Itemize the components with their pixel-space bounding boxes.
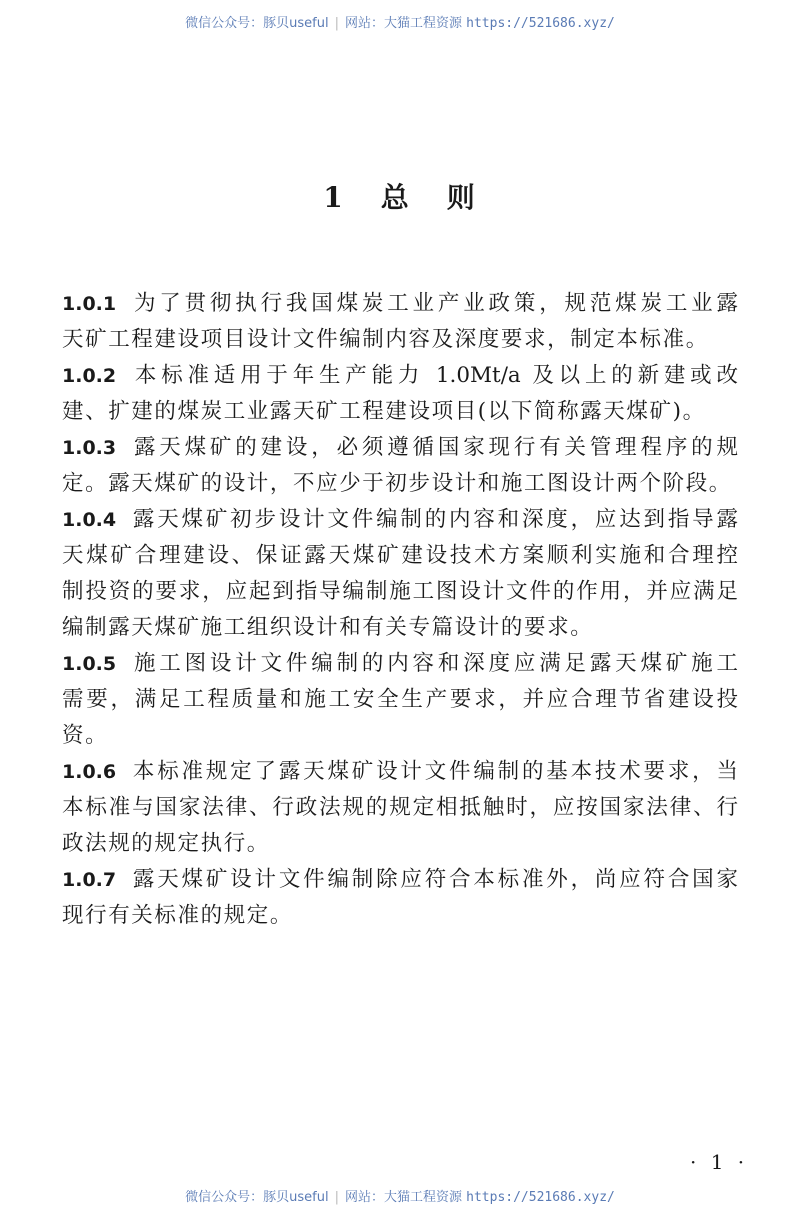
chapter-title-char: 则 xyxy=(446,181,477,214)
clause-line xyxy=(62,754,738,790)
clause-text: 现行有关标准的规定。 xyxy=(62,903,294,928)
clause-line xyxy=(62,322,738,358)
clause-text: 本标准与国家法律、行政法规的规定相抵触时，应按国家法律、行 xyxy=(62,795,738,820)
chapter-number: 1 xyxy=(323,181,345,214)
clause-text: 制投资的要求，应起到指导编制施工图设计文件的作用，并应满足 xyxy=(62,579,738,604)
watermark-site: 网站：大猫工程资源 xyxy=(344,16,462,31)
clause-line xyxy=(62,826,738,862)
clause-text: 露天煤矿设计文件编制除应符合本标准外，尚应符合国家 xyxy=(130,867,738,892)
clause-line xyxy=(62,898,738,934)
clause-text: 露天煤矿的建设，必须遵循国家现行有关管理程序的规 xyxy=(130,435,738,460)
clause-line xyxy=(62,682,738,718)
clause-text: 天煤矿合理建设、保证露天煤矿建设技术方案顺利实施和合理控 xyxy=(62,543,738,568)
clause-text: 需要，满足工程质量和施工安全生产要求，并应合理节省建设投 xyxy=(62,687,738,712)
clause-number: 1.0.5 xyxy=(62,653,117,675)
chapter-title-char: 总 xyxy=(380,181,411,214)
clause-line xyxy=(62,574,738,610)
watermark-url: https://521686.xyz/ xyxy=(466,1190,615,1205)
watermark-bottom: 微信公众号：豚贝useful | 网站：大猫工程资源 https://521686.xyz/ xyxy=(185,1190,615,1205)
clause-text: 定。露天煤矿的设计，不应少于初步设计和施工图设计两个阶段。 xyxy=(62,471,732,496)
clause-line xyxy=(62,538,738,574)
clause-line xyxy=(62,646,738,682)
clause-text: 为了贯彻执行我国煤炭工业产业政策，规范煤炭工业露 xyxy=(130,291,738,316)
page-number: · 1 · xyxy=(690,1150,749,1174)
clause-number: 1.0.4 xyxy=(62,509,117,531)
clause-line xyxy=(62,718,738,754)
clause-text: 天矿工程建设项目设计文件编制内容及深度要求，制定本标准。 xyxy=(62,327,709,352)
clause-text: 本标准适用于年生产能力 1.0Mt/a 及以上的新建或改 xyxy=(130,363,738,388)
clause-line xyxy=(62,394,738,430)
clause-number: 1.0.1 xyxy=(62,293,117,315)
document-body xyxy=(62,286,738,934)
clause-number: 1.0.6 xyxy=(62,761,117,783)
clause-text: 编制露天煤矿施工组织设计和有关专篇设计的要求。 xyxy=(62,615,594,640)
watermark-wechat: 微信公众号：豚贝useful xyxy=(185,1190,329,1205)
clause-line xyxy=(62,862,738,898)
clause-line xyxy=(62,466,738,502)
clause-line xyxy=(62,430,738,466)
watermark-url: https://521686.xyz/ xyxy=(466,16,615,31)
clause-line xyxy=(62,790,738,826)
clause-line xyxy=(62,502,738,538)
clause-text: 露天煤矿初步设计文件编制的内容和深度，应达到指导露 xyxy=(130,507,738,532)
clause-number: 1.0.3 xyxy=(62,437,117,459)
watermark-top: 微信公众号：豚贝useful | 网站：大猫工程资源 https://521686.xyz/ xyxy=(185,16,615,31)
watermark-wechat: 微信公众号：豚贝useful xyxy=(185,16,329,31)
clause-line xyxy=(62,610,738,646)
clause-text: 施工图设计文件编制的内容和深度应满足露天煤矿施工 xyxy=(130,651,738,676)
clause-number: 1.0.2 xyxy=(62,365,117,387)
chapter-title xyxy=(0,176,800,216)
clause-text: 资。 xyxy=(62,723,109,748)
clause-text: 政法规的规定执行。 xyxy=(62,831,270,856)
clause-text: 建、扩建的煤炭工业露天矿工程建设项目(以下简称露天煤矿)。 xyxy=(62,399,706,424)
clause-line xyxy=(62,358,738,394)
clause-text: 本标准规定了露天煤矿设计文件编制的基本技术要求，当 xyxy=(130,759,738,784)
clause-number: 1.0.7 xyxy=(62,869,117,891)
watermark-site: 网站：大猫工程资源 xyxy=(344,1190,462,1205)
clause-line xyxy=(62,286,738,322)
